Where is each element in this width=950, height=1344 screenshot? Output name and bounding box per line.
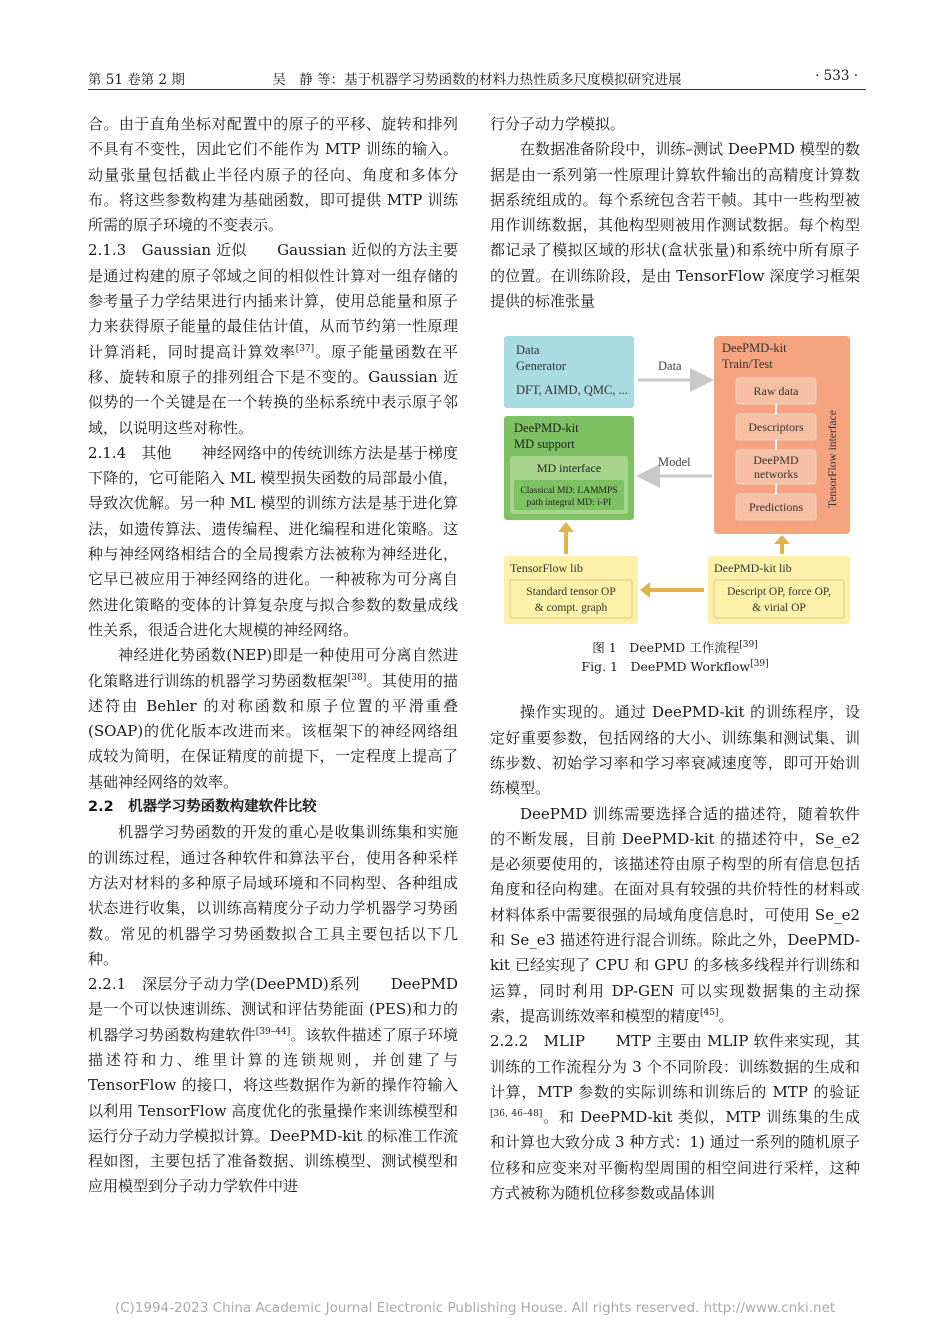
figure-caption <box>490 638 860 676</box>
section-2-1-4: 2.1.4 其他 神经网络中的传统训练方法是基于梯度下降的，它可能陷入 ML 模型损失函数的局部最小值，导致次优解。另一种 ML 模型的训练方法是基于进化算法，如遗传算法、遗传编程、进化编程和进化策略。这种与神经网络相结合的全局搜索方法被称为神经进化，它早已被应用于神经网络的进化。一种被称为可分离自然进化策略的变体的计算复杂度与拟合参数的数量成线性关系，很适合进化大规模的神经网络。 <box>88 443 458 639</box>
arrow-label-data: Data <box>658 359 682 374</box>
raw-data-label: Raw data <box>753 384 799 399</box>
citation[interactable]: [36, 46–48] <box>490 1109 543 1120</box>
svg-text:& virial OP: & virial OP <box>752 602 806 615</box>
data-sources-text: DFT, AIMD, QMC, ... <box>516 383 628 398</box>
svg-text:Generator: Generator <box>516 359 566 374</box>
section-2-2-2: 2.2.2 MLIP MTP 主要由 MLIP 软件来实现，其训练的工作流程分为 3 个不同阶段：训练数据的生成和计算，MTP 参数的实际训练和训练后的 MTP 的验证[36, 46–48]。和 DeePMD-kit 类似，MTP 训练集的生成和计算也大致分成 3 种方式：1) 通过一系列的随机原子位移和应变来对平衡构型周围的相空间进行采样，这种方式被称为随机位移参数或晶体训 <box>490 1032 860 1203</box>
caption-cn: 图 1 DeePMD 工作流程[39] <box>592 640 758 656</box>
citation[interactable]: [45] <box>700 1007 719 1018</box>
svg-text:path integral MD: i-PI: path integral MD: i-PI <box>526 498 612 509</box>
networks-label: DeePMD <box>753 453 799 468</box>
arrow-label-model: Model <box>658 455 691 470</box>
left-column <box>88 112 458 1200</box>
tf-lib-label: TensorFlow lib <box>510 561 583 576</box>
md-support-label: DeePMD-kit <box>514 421 579 436</box>
data-generator-label: Data <box>516 343 540 358</box>
copyright-footer: (C)1994-2023 China Academic Journal Electronic Publishing House. All rights reserved. http://www.cnki.net <box>114 1300 836 1316</box>
paragraph-nep: 神经进化势函数(NEP)即是一种使用可分离自然进化策略进行训练的机器学习势函数框架[38]。其使用的描述符由 Behler 的对称函数和原子位置的平滑重叠(SOAP)的优化版本改进而来。该框架下的神经网络组成较为简明，在保证精度的前提下，一定程度上提高了基础神经网络的效率。 <box>88 646 458 791</box>
page-number: · 533 · <box>815 68 858 84</box>
kit-ops-label: Descript OP, force OP, <box>727 586 831 599</box>
kit-lib-label: DeePMD-kit lib <box>714 561 792 576</box>
section-2-2-1: 2.2.1 深层分子动力学(DeePMD)系列 DeePMD 是一个可以快速训练、测试和评估势能面 (PES)和力的机器学习势函数构建软件[39–44]。该软件描述了原子环境描述符和力、维里计算的连锁规则，并创建了与 TensorFlow 的接口，将这些数据作为新的操作符输入以利用 TensorFlow 高度优化的张量操作来训练模型和运行分子动力学模拟计算。DeePMD-kit 的标准工作流程如图，主要包括了准备数据、训练模型、测试模型和应用模型到分子动力学软件中进 <box>88 975 458 1196</box>
paragraph: 机器学习势函数的开发的重心是收集训练集和实施的训练过程，通过各种软件和算法平台，使用各种采样方法对材料的多种原子局域环境和不同构型、各种组成状态进行收集，以训练高精度分子动力学机器学习势函数。常见的机器学习势函数拟合工具主要包括以下几种。 <box>88 823 458 968</box>
section-heading-2-2: 2.2 机器学习势函数构建软件比较 <box>88 799 317 816</box>
figure-deepmd-workflow <box>490 330 860 630</box>
caption-en: Fig. 1 DeePMD Workflow[39] <box>581 659 769 675</box>
svg-text:MD support: MD support <box>514 437 575 452</box>
paragraph-training: 操作实现的。通过 DeePMD-kit 的训练程序，设定好重要参数，包括网络的大小、训练集和测试集、训练步数、初始学习率和学习率衰减速度等，即可开始训练模型。 <box>490 703 860 798</box>
train-test-label: DeePMD-kit <box>722 341 787 356</box>
md-detail-text: Classical MD: LAMMPS <box>520 486 618 497</box>
tf-interface-label: TensorFlow interface <box>827 410 839 509</box>
tf-ops-label: Standard tensor OP <box>526 586 616 599</box>
md-interface-label: MD interface <box>536 461 602 476</box>
paragraph-descriptors: DeePMD 训练需要选择合适的描述符，随着软件的不断发展，目前 DeePMD-kit 的描述符中，Se_e2 是必须要使用的，该描述符由原子构型的所有信息包括角度和径向构建。在面对具有较强的共价特性的材料或材料体系中需要很强的局域角度信息时，可使用 Se_e2 和 Se_e3 描述符进行混合训练。除此之外，DeePMD-kit 已经实现了 CPU 和 GPU 的多核多线程并行训练和运算，同时利用 DP-GEN 可以实现数据集的主动探索，提高训练效率和模型的精度[45]。 <box>490 804 860 1025</box>
running-header <box>88 64 866 90</box>
svg-text:Train/Test: Train/Test <box>722 357 773 372</box>
workflow-diagram <box>496 330 854 630</box>
paragraph-data-prep: 在数据准备阶段中，训练–测试 DeePMD 模型的数据是由一系列第一性原理计算软件输出的高精度计算数据系统组成的。每个系统包含若干帧。其中一些构型被用作训练数据，其他构型则被用作测试数据。每个构型都记录了模拟区域的形状(盒状张量)和系统中所有原子的位置。在训练阶段，是由 TensorFlow 深度学习框架提供的标准张量 <box>490 140 860 311</box>
article-title-header: 吴 静 等：基于机器学习势函数的材料力热性质多尺度模拟研究进展 <box>272 72 682 88</box>
journal-volume: 第 51 卷第 2 期 <box>88 72 185 88</box>
right-column <box>490 112 860 1206</box>
paragraph: 行分子动力学模拟。 <box>490 115 626 133</box>
citation[interactable]: [38] <box>347 672 367 683</box>
svg-text:& compt. graph: & compt. graph <box>534 602 608 615</box>
predictions-label: Predictions <box>749 500 803 515</box>
header-rule <box>88 89 866 90</box>
paragraph: 合。由于直角坐标对配置中的原子的平移、旋转和排列不具有不变性，因此它们不能作为 MTP 训练的输入。动量张量包括截止半径内原子的径向、角度和多体分布。将这些参数构建为基础函数，即可提供 MTP 训练所需的原子环境的不变表示。 <box>88 115 458 235</box>
citation[interactable]: [37] <box>295 343 315 354</box>
citation[interactable]: [39–44] <box>255 1026 291 1037</box>
svg-text:networks: networks <box>754 467 798 482</box>
section-2-1-3: 2.1.3 Gaussian 近似 Gaussian 近似的方法主要是通过构建的原子邻域之间的相似性计算对一组存储的参考量子力学结果进行内插来计算，使用总能量和原子力来获得原子能量的最佳估计值，从而节约第一性原理计算消耗，同时提高计算效率[37]。原子能量函数在平移、旋转和原子的排列组合下是不变的。Gaussian 近似势的一个关键是在一个转换的坐标系统中表示原子邻域，以说明这些对称性。 <box>88 241 458 437</box>
descriptors-label: Descriptors <box>748 420 804 435</box>
